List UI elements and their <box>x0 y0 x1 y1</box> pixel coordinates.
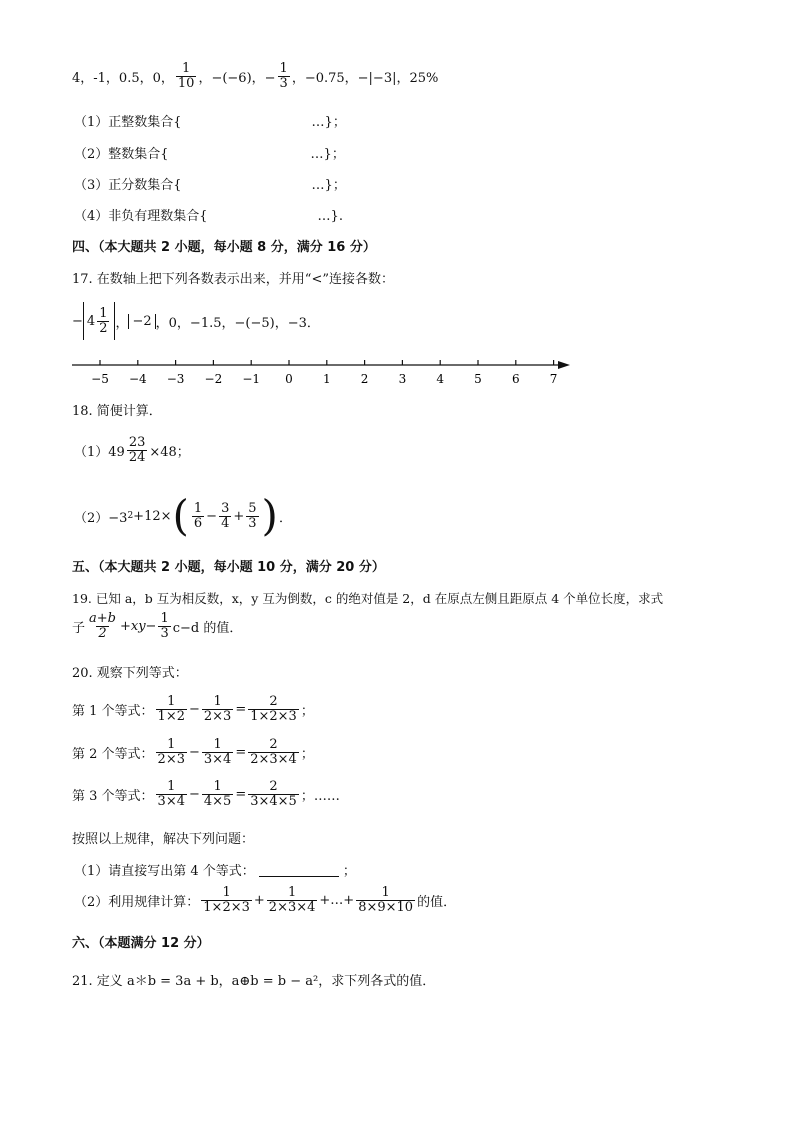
tick-label: −4 <box>128 372 147 386</box>
q17-text: 17. 在数轴上把下列各数表示出来，并用“<”连接各数： <box>72 272 394 287</box>
section-6-title: 六、（本题满分 12 分） <box>72 936 210 951</box>
q16-item-4: （4）非负有理数集合{ …}. <box>74 209 343 224</box>
q19-expression: 子 $\frac{a+b}{2}$ +xy− $\frac{1}{3}$ c−d 的值． <box>72 611 243 641</box>
q20-text: 20. 观察下列等式： <box>72 666 188 681</box>
q18-part-1: （1）49 $\frac{23}{24}$ ×48； <box>74 435 190 465</box>
tick-label: 6 <box>511 372 520 386</box>
q20-equation-1: 第 1 个等式： $\frac{1}{1\times 2}$ − $\frac{1}{2\times 3}$ = $\frac{2}{1\times 2\times 3}$ ； <box>72 694 314 724</box>
answer-blank[interactable] <box>259 862 339 877</box>
q18-part-2: （2）−3 2 +12× ( $\frac{1}{6}$ − $\frac{3}{4}$ + $\frac{5}{3}$ ) ． <box>74 491 292 540</box>
tick-label: 5 <box>474 372 482 386</box>
q16-number-list <box>72 62 438 90</box>
q21-text: 21. 定义 a＊b = 3a + b，a⊕b = b − a²，求下列各式的值． <box>72 974 436 989</box>
section-4-title: 四、（本大题共 2 小题，每小题 8 分，满分 16 分） <box>72 240 376 255</box>
tick-label: −3 <box>166 372 185 386</box>
q16-tail: ，−0.75，−|−3|，25% <box>291 70 439 86</box>
q19-text: 19. 已知 a，b 互为相反数，x，y 互为倒数，c 的绝对值是 2，d 在原点左侧且距原点 4 个单位长度，求式 <box>72 591 664 606</box>
fraction-one-tenth: $\frac{1}{10}$ <box>177 61 195 91</box>
q16-item-1: （1）正整数集合{ …}； <box>74 115 346 130</box>
q18-text: 18. 简便计算． <box>72 404 162 419</box>
q20-part-2: （2）利用规律计算： $\frac{1}{1\times 2\times 3}$ + $\frac{1}{2\times 3\times 4}$ +…+ $\frac{1}{8\times 9\times 10}$ 的值． <box>74 885 457 915</box>
q20-instruction: 按照以上规律，解决下列问题： <box>72 832 255 847</box>
tick-label: −5 <box>91 372 109 386</box>
tick-label: 0 <box>285 372 293 386</box>
q16-item-2: （2）整数集合{ …}； <box>74 147 345 162</box>
q20-part-1: （1）请直接写出第 4 个等式： ； <box>74 864 356 879</box>
q20-equation-2: 第 2 个等式： $\frac{1}{2\times 3}$ − $\frac{1}{3\times 4}$ = $\frac{2}{2\times 3\times 4}$ ； <box>72 737 314 767</box>
tick-label: −2 <box>204 372 223 386</box>
q17-numbers: − 4 $\frac{1}{2}$ ， −2 ，0，−1.5，−(−5)，−3． <box>72 302 320 340</box>
abs-mixed-number: 4 $\frac{1}{2}$ <box>83 302 116 340</box>
abs-neg2: −2 <box>128 314 155 329</box>
q16-item-3: （3）正分数集合{ …}； <box>74 178 346 193</box>
tick-label: −1 <box>242 372 261 386</box>
tick-label: 3 <box>398 372 407 386</box>
number-line <box>70 356 574 390</box>
q20-equation-3: 第 3 个等式： $\frac{1}{3\times 4}$ − $\frac{1}{4\times 5}$ = $\frac{2}{3\times 4\times 5}$ ；…… <box>72 779 340 809</box>
q16-numbers-a: 4，-1，0.5，0， <box>72 70 174 86</box>
section-5-title: 五、（本大题共 2 小题，每小题 10 分，满分 20 分） <box>72 560 385 575</box>
q16-neg6: ，−(−6)，− <box>198 70 276 86</box>
fraction-one-third: $\frac{1}{3}$ <box>279 61 288 91</box>
tick-label: 4 <box>436 372 445 386</box>
tick-label: 7 <box>549 372 558 386</box>
tick-label: 1 <box>322 372 331 386</box>
tick-label: 2 <box>360 372 369 386</box>
